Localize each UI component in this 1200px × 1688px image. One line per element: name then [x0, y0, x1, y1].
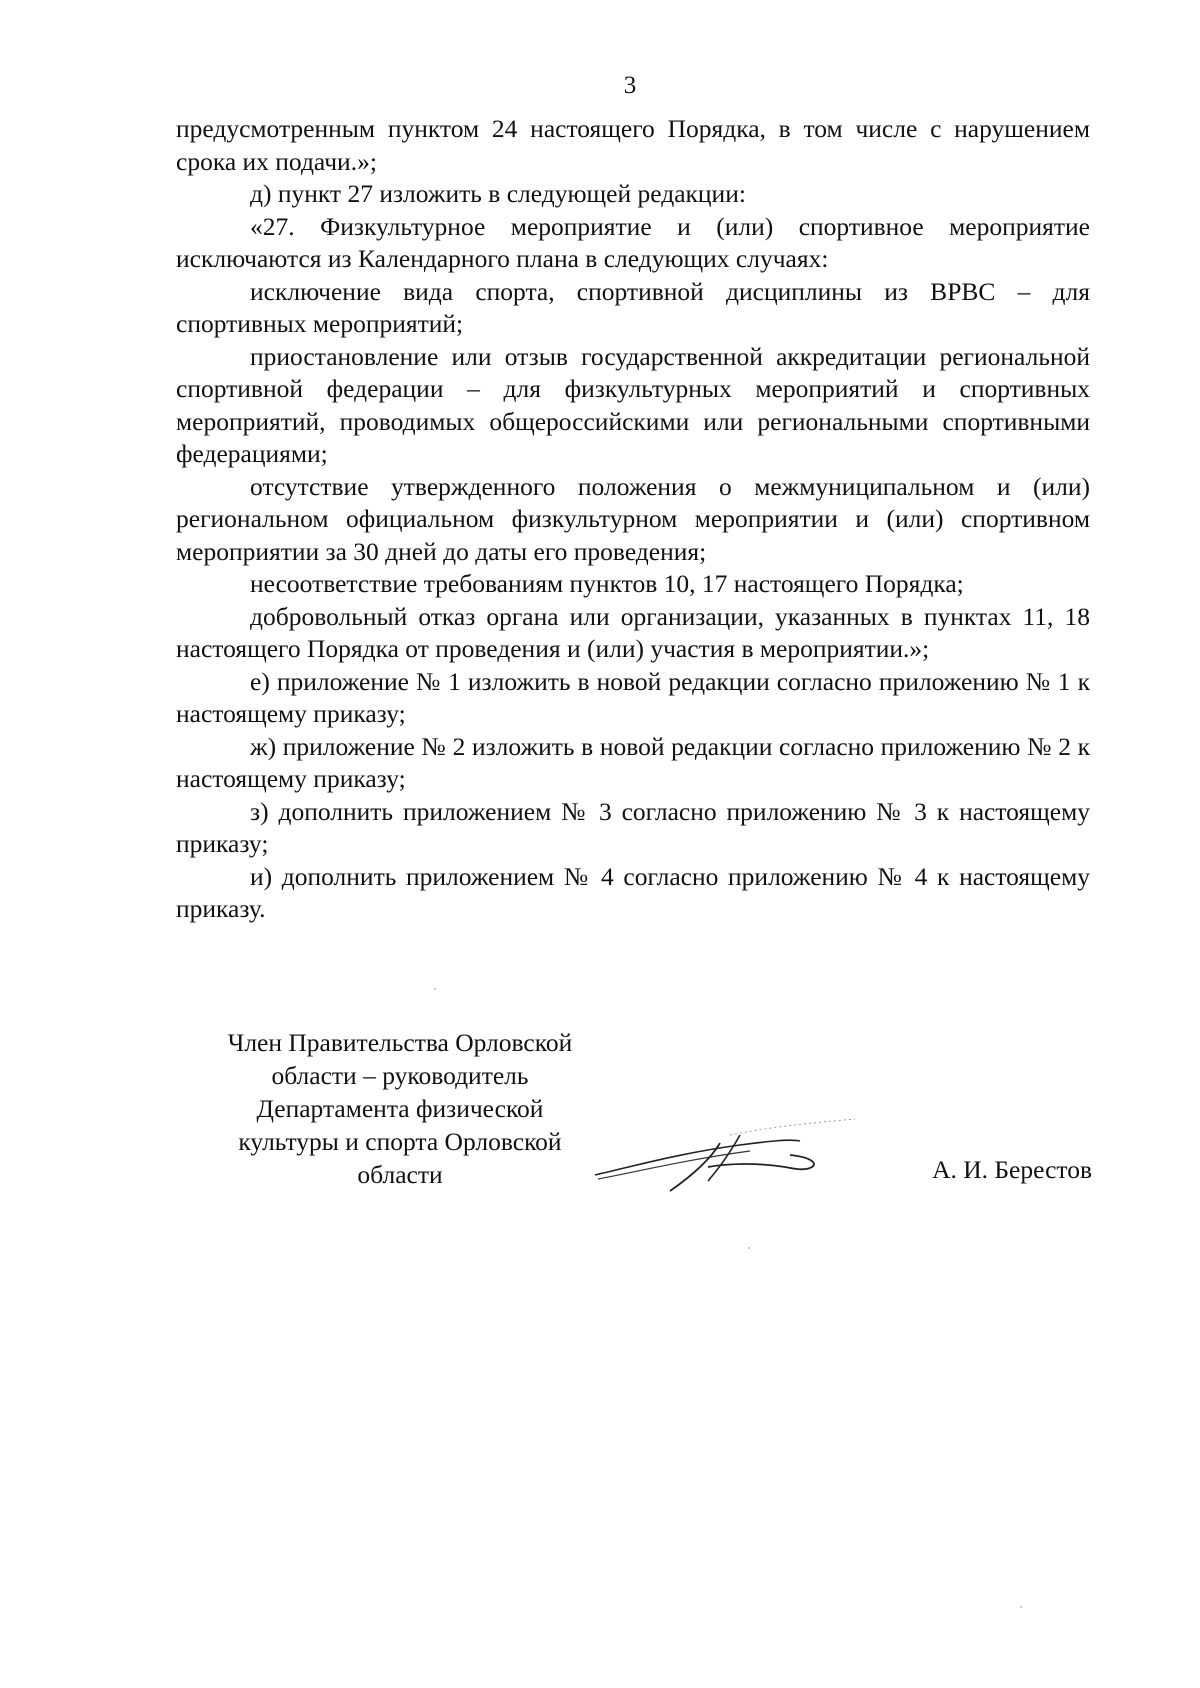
position-line: культуры и спорта Орловской: [238, 1127, 562, 1156]
page-number: 3: [623, 72, 637, 99]
paragraph-case-5: добровольный отказ органа или организации, указанных в пунктах 11, 18 настоящего Порядка от проведения и (или) участия в мероприятии.»;: [176, 601, 1090, 663]
position-line: Член Правительства Орловской: [227, 1028, 573, 1057]
paragraph-case-3: отсутствие утвержденного положения о межмуниципальном и (или) региональном официальном физкультурном мероприятии и (или) спортивном мероприятии за 30 дней до даты его проведения;: [176, 471, 1090, 566]
scan-speck: [434, 988, 436, 990]
document-body: [176, 113, 1090, 926]
position-line: области – руководитель: [271, 1061, 529, 1090]
paragraph-item-zh: ж) приложение № 2 изложить в новой редакции согласно приложению № 2 к настоящему приказу;: [176, 731, 1090, 793]
position-line: Департамента физической: [256, 1094, 544, 1123]
paragraph-item-d: д) пункт 27 изложить в следующей редакции:: [250, 179, 746, 208]
paragraph-item-z: з) дополнить приложением № 3 согласно приложению № 3 к настоящему приказу;: [176, 796, 1090, 858]
paragraph-case-1: исключение вида спорта, спортивной дисциплины из ВРВС – для спортивных мероприятий;: [176, 276, 1090, 338]
signatory-position: [190, 1026, 610, 1191]
signatory-name: А. И. Берестов: [932, 1155, 1092, 1184]
position-line: области: [357, 1160, 443, 1189]
paragraph-continuation: предусмотренным пунктом 24 настоящего Порядка, в том числе с нарушением срока их подачи.»;: [176, 114, 1090, 176]
handwritten-signature: [590, 1105, 860, 1195]
paragraph-item-i: и) дополнить приложением № 4 согласно приложению № 4 к настоящему приказу.: [176, 861, 1090, 923]
scan-speck: [748, 1247, 750, 1249]
paragraph-case-4: несоответствие требованиям пунктов 10, 17 настоящего Порядка;: [250, 569, 964, 598]
paragraph-item-e: е) приложение № 1 изложить в новой редакции согласно приложению № 1 к настоящему приказу;: [176, 666, 1090, 728]
paragraph-case-2: приостановление или отзыв государственной аккредитации региональной спортивной федерации – для физкультурных мероприятий и спортивных мероприятий, проводимых общероссийскими или региональными спортивными федерациями;: [176, 341, 1090, 468]
scan-speck: [1020, 1606, 1022, 1608]
paragraph-point-27: «27. Физкультурное мероприятие и (или) спортивное мероприятие исключаются из Календарного плана в следующих случаях:: [176, 211, 1090, 273]
